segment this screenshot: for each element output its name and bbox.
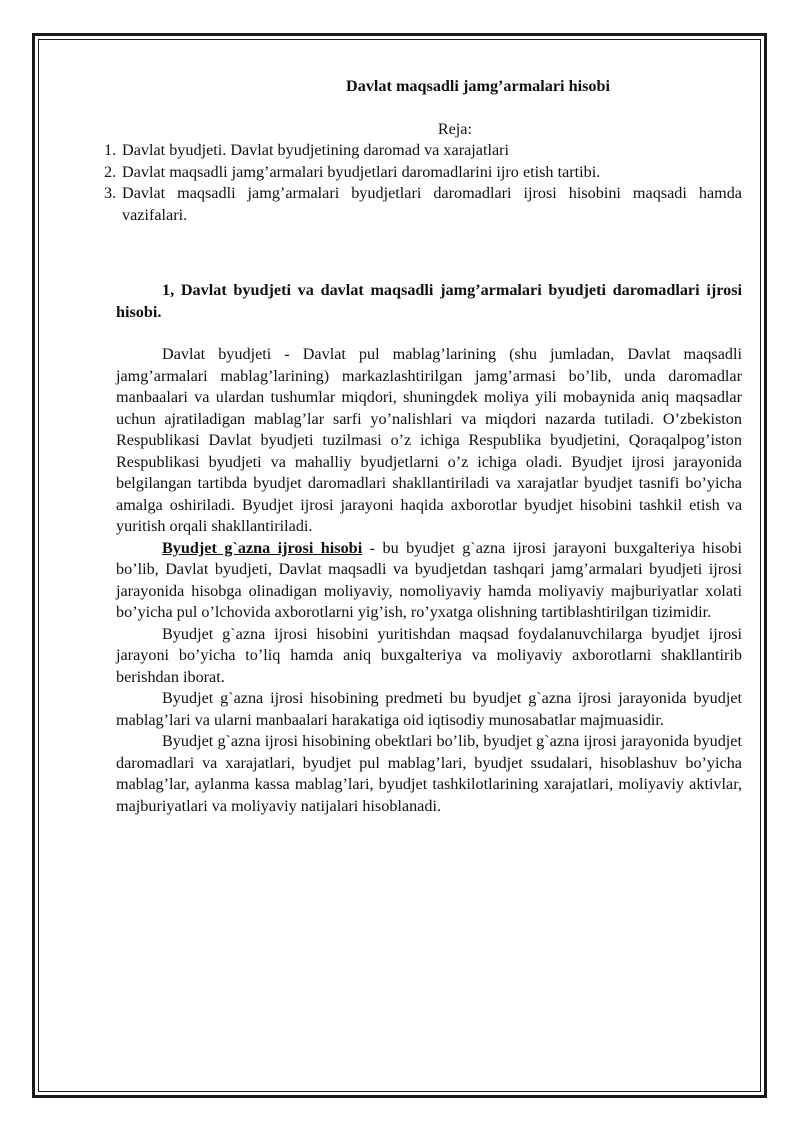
plan-item — [104, 140, 742, 162]
paragraph-davlat-byudjeti: Davlat byudjeti - Davlat pul mablag’larining (shu jumladan, Davlat maqsadli jamg’armalari mablag’larining) markazlashtirilgan jamg’armasi bo’lib, unda daromadlar manbaalari va ulardan tushumlar miqdori, shuningdek moliya yili mobaynida aniq maqsadlar uchun ajratiladigan mablag’lar sarfi yo’nalishlari va miqdori nazarda tutiladi. O’zbekiston Respublikasi Davlat byudjeti tuzilmasi o’z ichiga Respublika byudjetini, Qoraqalpog’iston Respublikasi byudjeti va mahalliy byudjetlarni o’z ichiga oladi. Byudjet ijrosi jarayonida belgilangan tartibda byudjet daromadlari shakllantiriladi va xarajatlar byudjet tasnifi bo’yicha amalga oshiriladi. Byudjet ijrosi jarayoni haqida axborotlar byudjet hisobini tashkil etish va yuritish orqali shakllantiriladi. — [116, 345, 742, 535]
plan-item — [104, 183, 742, 226]
plan-list — [104, 140, 742, 226]
plan-item-number: 3. — [104, 184, 117, 202]
paragraph-predmet: Byudjet g`azna ijrosi hisobining predmeti bu byudjet g`azna ijrosi jarayonida byudjet mablag’lari va ularni manbaalari harakatiga oid iqtisodiy munosabatlar majmuasidir. — [116, 689, 742, 729]
plan-item-number: 2. — [104, 162, 117, 181]
paragraph-obektlar: Byudjet g`azna ijrosi hisobining obektlari bo’lib, byudjet g`azna ijrosi jarayonida byudjet daromadlari va xarajatlari, byudjet pul mablag’lari, byudjet ssudalari, hisoblashuv bo’yicha mablag’lar, aylanma kassa mablag’lari, byudjet tashkilotlarining xarajatlari, moliyaviy aktivlar, majburiyatlari va moliyaviy natijalari hisoblanadi. — [116, 732, 742, 815]
paragraph-gazna-ijrosi — [116, 538, 742, 624]
plan-item-text: Davlat maqsadli jamg’armalari byudjetlari daromadlarini ijro etish tartibi. — [122, 162, 601, 181]
plan-item-number: 1. — [104, 141, 117, 159]
document-title: Davlat maqsadli jamg’armalari hisobi — [346, 77, 610, 95]
paragraph-maqsad: Byudjet g`azna ijrosi hisobini yuritishdan maqsad foydalanuvchilarga byudjet ijrosi jarayoni bo’yicha to’liq hamda aniq buxgalteriya va moliyaviy axborotlarni shakllantirib berishdan iborat. — [116, 624, 742, 686]
plan-item — [104, 162, 742, 184]
defined-term: Byudjet g`azna ijrosi hisobi — [162, 538, 363, 557]
plan-heading: Reja: — [437, 119, 472, 138]
paragraph-gazna-ijrosi-text: - bu byudjet g`azna ijrosi jarayoni buxgalteriya hisobi bo’lib, Davlat byudjeti, Davlat maqsadli va byudjetdan tashqari jamg’armalari byudjeti ijrosi jarayonida hisobga olinadigan moliyaviy, nomoliyaviy hamda moliyaviy majburiyatlar xolati bo’yicha pul o’lchovida axborotlarni yig’ish, ro’yxatga olishning tartiblashtirilgan tizimidir. — [116, 538, 743, 621]
plan-item-text: Davlat maqsadli jamg’armalari byudjetlari daromadlari ijrosi hisobini maqsadi hamda vazifalari. — [122, 184, 742, 224]
document-body — [104, 76, 742, 817]
section-heading: 1, Davlat byudjeti va davlat maqsadli jamg’armalari byudjeti daromadlari ijrosi hisobi. — [116, 281, 742, 321]
plan-item-text: Davlat byudjeti. Davlat byudjetining daromad va xarajatlari — [122, 141, 510, 159]
